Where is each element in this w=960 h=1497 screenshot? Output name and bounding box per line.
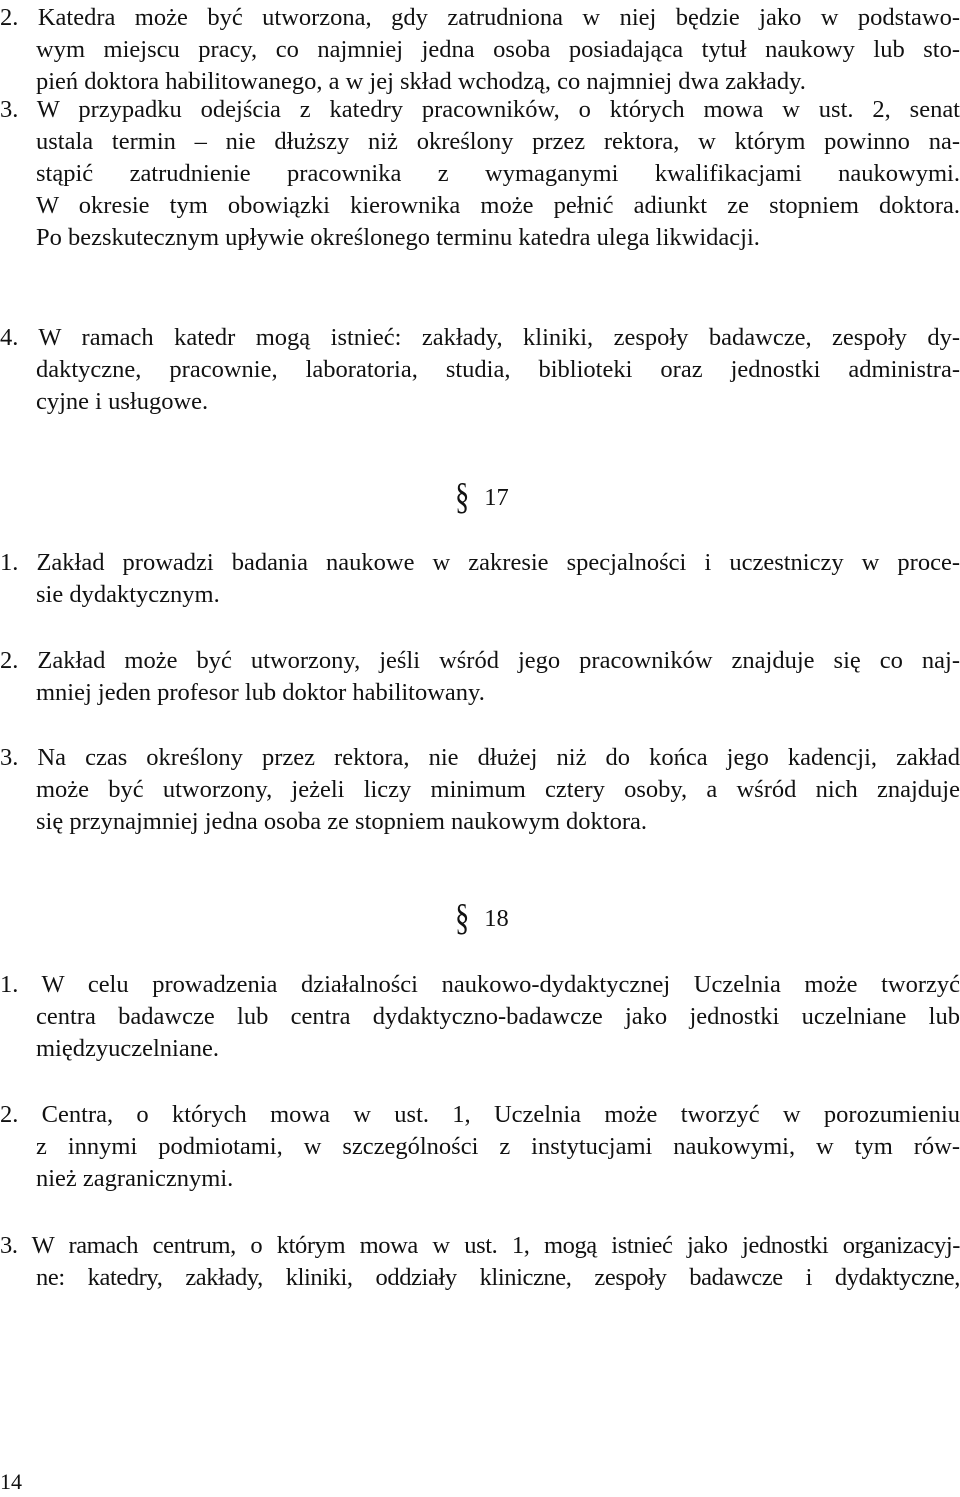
paragraph-line: 4. W ramach katedr mogą istnieć: zakłady, kliniki, zespoły badawcze, zespoły dy- — [0, 324, 960, 351]
section-number: 18 — [484, 905, 509, 932]
paragraph-line: 2. Katedra może być utworzona, gdy zatrudniona w niej będzie jako w podstawo- — [0, 4, 960, 31]
paragraph-2-centra — [0, 1099, 960, 1195]
paragraph-line: z innymi podmiotami, w szczególności z instytucjami naukowymi, w tym rów- — [36, 1133, 960, 1160]
paragraph-line: ne: katedry, zakłady, kliniki, oddziały kliniczne, zespoły badawcze i dydaktyczne, — [36, 1264, 960, 1291]
paragraph-line: 2. Zakład może być utworzony, jeśli wśród jego pracowników znajduje się co naj- — [0, 647, 960, 674]
paragraph-line: wym miejscu pracy, co najmniej jedna osoba posiadająca tytuł naukowy lub sto- — [36, 36, 960, 63]
section-symbol: § — [455, 476, 470, 519]
paragraph-2-zaklad-moze — [0, 645, 960, 709]
paragraph-3-w-ramach-centrum — [0, 1230, 960, 1294]
paragraph-3-na-czas — [0, 742, 960, 838]
paragraph-line: międzyuczelniane. — [36, 1035, 219, 1062]
paragraph-line: W okresie tym obowiązki kierownika może pełnić adiunkt ze stopniem doktora. — [36, 192, 960, 219]
paragraph-line: się przynajmniej jedna osoba ze stopniem naukowym doktora. — [36, 808, 647, 835]
paragraph-line: sie dydaktycznym. — [36, 581, 220, 608]
section-heading-17 — [455, 476, 509, 519]
paragraph-line: 1. Zakład prowadzi badania naukowe w zakresie specjalności i uczestniczy w proce- — [0, 549, 960, 576]
paragraph-line: mniej jeden profesor lub doktor habilitowany. — [36, 679, 485, 706]
paragraph-line: może być utworzony, jeżeli liczy minimum cztery osoby, a wśród nich znajduje — [36, 776, 960, 803]
paragraph-line: 3. W ramach centrum, o którym mowa w ust. 1, mogą istnieć jako jednostki organizacyj- — [0, 1232, 960, 1259]
paragraph-1-w-celu — [0, 969, 960, 1065]
paragraph-4-w-ramach-katedr — [0, 322, 960, 418]
section-heading-18 — [455, 897, 509, 940]
paragraph-line: daktyczne, pracownie, laboratoria, studia, biblioteki oraz jednostki administra- — [36, 356, 960, 383]
paragraph-2-katedra — [0, 2, 960, 98]
paragraph-line: pień doktora habilitowanego, a w jej skład wchodzą, co najmniej dwa zakłady. — [36, 68, 806, 95]
paragraph-line: Po bezskutecznym upływie określonego terminu katedra ulega likwidacji. — [36, 224, 760, 251]
paragraph-line: 3. Na czas określony przez rektora, nie dłużej niż do końca jego kadencji, zakład — [0, 744, 960, 771]
paragraph-line: nież zagranicznymi. — [36, 1165, 234, 1192]
paragraph-line: stąpić zatrudnienie pracownika z wymaganymi kwalifikacjami naukowymi. — [36, 160, 960, 187]
page-number: 14 — [0, 1469, 22, 1494]
paragraph-line: centra badawcze lub centra dydaktyczno-badawcze jako jednostki uczelniane lub — [36, 1003, 960, 1030]
paragraph-line: cyjne i usługowe. — [36, 388, 209, 415]
paragraph-line: 2. Centra, o których mowa w ust. 1, Uczelnia może tworzyć w porozumieniu — [0, 1101, 960, 1128]
section-symbol: § — [455, 897, 470, 940]
paragraph-line: 3. W przypadku odejścia z katedry pracowników, o których mowa w ust. 2, senat — [0, 96, 960, 123]
paragraph-3-odejscie — [0, 94, 960, 254]
paragraph-1-zaklad-prowadzi — [0, 547, 960, 611]
paragraph-line: ustala termin – nie dłuższy niż określony przez rektora, w którym powinno na- — [36, 128, 960, 155]
section-number: 17 — [484, 484, 509, 511]
paragraph-line: 1. W celu prowadzenia działalności naukowo-dydaktycznej Uczelnia może tworzyć — [0, 971, 960, 998]
